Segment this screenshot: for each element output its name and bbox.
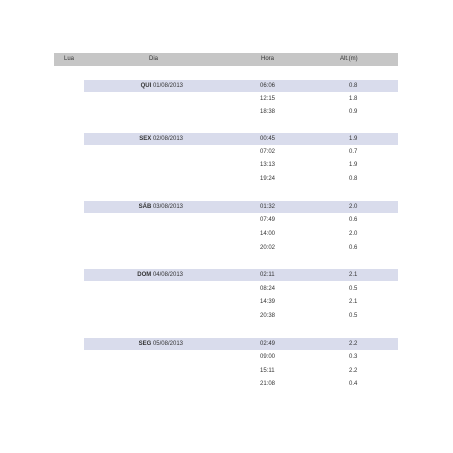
tide-row — [84, 283, 398, 295]
tide-time: 06:06 — [260, 83, 276, 89]
date: 03/08/2013 — [152, 204, 183, 210]
tide-time: 14:39 — [260, 299, 276, 305]
tide-row — [84, 242, 398, 254]
tide-row — [84, 228, 398, 240]
tide-row — [84, 296, 398, 308]
tide-time: 13:13 — [260, 162, 276, 168]
tide-row — [84, 310, 398, 322]
date: 01/08/2013 — [152, 83, 183, 89]
tide-time: 20:38 — [260, 313, 276, 319]
tide-time: 15:11 — [260, 368, 275, 374]
tide-time: 21:08 — [260, 381, 276, 387]
tide-height: 2.1 — [349, 299, 358, 305]
tide-height: 0.9 — [349, 109, 358, 115]
tide-height: 0.8 — [349, 83, 358, 89]
day-row — [84, 80, 398, 92]
tide-height: 1.9 — [349, 136, 358, 142]
tide-row — [84, 173, 398, 185]
tide-row — [84, 106, 398, 118]
tide-row — [84, 159, 398, 171]
tide-time: 08:24 — [260, 286, 276, 292]
tide-row — [84, 93, 398, 105]
header-hora: Hora — [261, 56, 275, 62]
day-label — [139, 338, 183, 350]
tide-row — [84, 146, 398, 158]
weekday: SEX — [139, 136, 152, 142]
date: 02/08/2013 — [152, 136, 183, 142]
tide-height: 2.2 — [349, 368, 358, 374]
weekday: SÁB — [138, 204, 152, 210]
tide-height: 0.4 — [349, 381, 358, 387]
tide-row — [84, 214, 398, 226]
tide-height: 2.0 — [349, 204, 358, 210]
weekday: DOM — [137, 272, 152, 278]
tide-row — [84, 365, 398, 377]
tide-time: 14:00 — [260, 231, 276, 237]
tide-time: 02:49 — [260, 341, 276, 347]
date: 05/08/2013 — [152, 341, 183, 347]
day-row — [84, 338, 398, 350]
day-label — [139, 133, 183, 145]
weekday: SEG — [138, 341, 152, 347]
tide-time: 01:32 — [260, 204, 276, 210]
weekday: QUI — [140, 83, 152, 89]
header-dia: Dia — [149, 56, 159, 62]
tide-time: 19:24 — [260, 176, 276, 182]
day-row — [84, 201, 398, 213]
tide-row — [84, 351, 398, 363]
tide-time: 07:02 — [260, 149, 276, 155]
tide-height: 1.8 — [349, 96, 358, 102]
date: 04/08/2013 — [152, 272, 183, 278]
day-label — [137, 269, 183, 281]
tide-height: 2.1 — [349, 272, 358, 278]
tide-height: 1.9 — [349, 162, 358, 168]
tide-height: 0.8 — [349, 176, 358, 182]
tide-height: 2.2 — [349, 341, 358, 347]
tide-time: 18:38 — [260, 109, 276, 115]
day-label — [141, 80, 183, 92]
header-alt: Alt.(m) — [340, 56, 358, 62]
tide-height: 0.3 — [349, 354, 358, 360]
tide-time: 07:49 — [260, 217, 276, 223]
tide-height: 0.5 — [349, 286, 358, 292]
day-label — [139, 201, 183, 213]
tide-height: 0.6 — [349, 217, 358, 223]
header-lua: Lua — [64, 56, 75, 62]
tide-height: 0.5 — [349, 313, 358, 319]
tide-time: 00:45 — [260, 136, 276, 142]
tide-height: 0.7 — [349, 149, 358, 155]
tide-time: 09:00 — [260, 354, 276, 360]
tide-time: 20:02 — [260, 245, 276, 251]
tide-row — [84, 378, 398, 390]
tide-height: 0.6 — [349, 245, 358, 251]
tide-time: 12:15 — [260, 96, 276, 102]
day-row — [84, 269, 398, 281]
table-header — [54, 53, 398, 66]
tide-height: 2.0 — [349, 231, 358, 237]
tide-time: 02:11 — [260, 272, 275, 278]
day-row — [84, 133, 398, 145]
